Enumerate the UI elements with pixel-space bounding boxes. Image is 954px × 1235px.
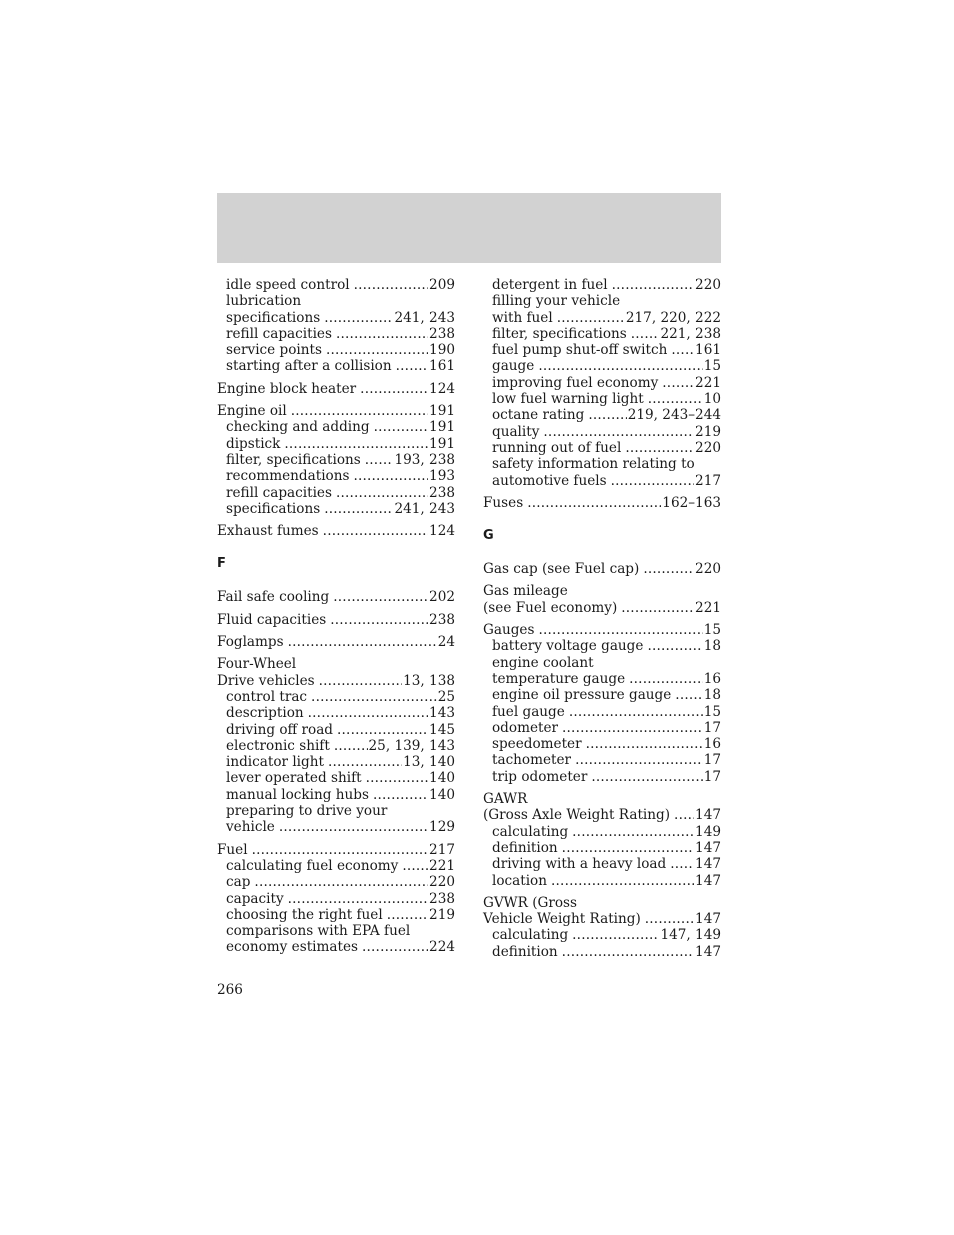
entry-pages: 140 — [429, 770, 455, 787]
index-entry — [217, 842, 455, 858]
index-subentry — [483, 391, 721, 407]
entry-label: quality — [492, 423, 540, 440]
dot-leader — [366, 770, 428, 786]
index-subentry — [483, 720, 721, 736]
entry-pages: 16 — [703, 736, 721, 753]
dot-leader — [662, 375, 694, 391]
entry-pages: 191 — [429, 419, 455, 436]
entry-pages: 15 — [703, 622, 721, 639]
dot-leader — [562, 720, 703, 736]
index-entry — [483, 600, 721, 616]
dot-leader — [284, 436, 428, 452]
entry-pages: 10 — [703, 391, 721, 408]
dot-leader — [252, 842, 428, 858]
entry-label: idle speed control — [226, 277, 350, 293]
entry-label: starting after a collision — [226, 358, 392, 375]
entry-label: running out of fuel — [492, 439, 622, 456]
index-subentry — [217, 485, 455, 501]
entry-pages: 241, 243 — [394, 500, 455, 517]
entry-label: definition — [492, 839, 558, 856]
index-subentry — [483, 310, 721, 326]
dot-leader — [336, 326, 428, 342]
index-subentry — [483, 440, 721, 456]
entry-label: calculating fuel economy — [226, 857, 399, 874]
dot-leader — [354, 277, 428, 293]
index-subentry — [483, 358, 721, 374]
dot-leader — [569, 704, 703, 720]
dot-leader — [323, 523, 428, 539]
entry-label: Four-Wheel — [217, 656, 297, 673]
dot-leader — [311, 689, 437, 705]
section-letter-heading: G — [483, 528, 494, 544]
index-subentry — [217, 358, 455, 374]
dot-leader — [353, 468, 428, 484]
entry-pages: 147 — [695, 872, 721, 889]
entry-pages: 191 — [429, 435, 455, 452]
entry-label: safety information relating to — [492, 456, 695, 473]
dot-leader — [365, 452, 394, 468]
index-subentry — [217, 738, 455, 754]
index-entry — [483, 495, 721, 511]
dot-leader — [671, 342, 694, 358]
entry-label: location — [492, 872, 547, 889]
index-subentry — [483, 424, 721, 440]
entry-pages: 147 — [695, 943, 721, 960]
index-subentry — [217, 754, 455, 770]
index-subentry — [217, 874, 455, 890]
index-entry — [483, 622, 721, 638]
index-subentry — [217, 452, 455, 468]
dot-leader — [612, 277, 694, 293]
index-subentry — [483, 687, 721, 703]
dot-leader — [362, 939, 428, 955]
section-letter-heading: F — [217, 556, 226, 572]
index-subentry — [217, 501, 455, 517]
entry-pages: 220 — [695, 277, 721, 293]
index-entry — [483, 561, 721, 577]
entry-pages: 129 — [429, 819, 455, 836]
entry-label: electronic shift — [226, 737, 330, 754]
entry-label: description — [226, 705, 304, 722]
entry-pages: 147 — [695, 911, 721, 928]
entry-pages: 17 — [703, 752, 721, 769]
entry-label: fuel gauge — [492, 703, 565, 720]
dot-leader — [334, 738, 368, 754]
index-entry — [483, 583, 721, 599]
dot-leader — [330, 612, 428, 628]
entry-pages: 193 — [429, 468, 455, 485]
dot-leader — [333, 589, 428, 605]
entry-label: trip odometer — [492, 768, 588, 785]
dot-leader — [402, 858, 428, 874]
dot-leader — [591, 769, 702, 785]
entry-pages: 224 — [429, 939, 455, 956]
index-entry — [217, 612, 455, 628]
entry-pages: 24 — [437, 634, 455, 651]
page-number: 266 — [217, 982, 243, 998]
header-band — [217, 193, 721, 263]
dot-leader — [373, 787, 428, 803]
dot-leader — [562, 840, 694, 856]
entry-pages: 221 — [695, 374, 721, 391]
dot-leader — [324, 310, 393, 326]
entry-label: calculating — [492, 823, 569, 840]
entry-pages: 238 — [429, 325, 455, 342]
entry-label: filter, specifications — [226, 451, 361, 468]
entry-label: lever operated shift — [226, 770, 362, 787]
entry-label: gauge — [492, 358, 535, 375]
entry-label: filling your vehicle — [492, 293, 621, 310]
dot-leader — [562, 944, 694, 960]
index-entry — [217, 403, 455, 419]
index-subentry — [483, 655, 721, 671]
entry-label: refill capacities — [226, 484, 332, 501]
index-subentry — [217, 858, 455, 874]
entry-pages: 221 — [429, 857, 455, 874]
dot-leader — [328, 754, 402, 770]
entry-label: low fuel warning light — [492, 391, 644, 408]
entry-pages: 25, 139, 143 — [368, 737, 455, 754]
entry-label: battery voltage gauge — [492, 638, 644, 655]
entry-label: Gauges — [483, 622, 535, 639]
entry-pages: 162–163 — [662, 494, 721, 511]
index-subentry — [483, 375, 721, 391]
dot-leader — [675, 687, 702, 703]
index-subentry — [483, 840, 721, 856]
index-subentry — [483, 736, 721, 752]
index-subentry — [217, 770, 455, 786]
index-entry — [217, 523, 455, 539]
dot-leader — [647, 638, 702, 654]
dot-leader — [586, 736, 703, 752]
dot-leader — [360, 381, 428, 397]
index-subentry — [217, 803, 455, 819]
dot-leader — [648, 391, 703, 407]
dot-leader — [575, 752, 703, 768]
index-subentry — [483, 704, 721, 720]
index-subentry — [483, 824, 721, 840]
entry-pages: 191 — [429, 403, 455, 420]
index-subentry — [217, 891, 455, 907]
dot-leader — [319, 673, 403, 689]
index-subentry — [217, 907, 455, 923]
index-subentry — [483, 873, 721, 889]
entry-label: Engine block heater — [217, 380, 357, 397]
entry-pages: 238 — [429, 890, 455, 907]
index-subentry — [217, 277, 455, 293]
entry-label: refill capacities — [226, 325, 332, 342]
dot-leader — [621, 600, 694, 616]
dot-leader — [288, 891, 428, 907]
entry-pages: 220 — [695, 561, 721, 578]
dot-leader — [288, 634, 437, 650]
dot-leader — [572, 927, 659, 943]
dot-leader — [324, 501, 393, 517]
index-subentry — [217, 293, 455, 309]
entry-pages: 145 — [429, 721, 455, 738]
entry-label: (see Fuel economy) — [483, 599, 618, 616]
entry-pages: 147, 149 — [660, 927, 721, 944]
entry-label: GAWR — [483, 791, 528, 808]
index-subentry — [217, 326, 455, 342]
entry-label: fuel pump shut-off switch — [492, 342, 668, 359]
entry-pages: 238 — [429, 484, 455, 501]
entry-label: capacity — [226, 890, 284, 907]
entry-label: Gas mileage — [483, 583, 568, 600]
index-subentry — [483, 638, 721, 654]
dot-leader — [279, 819, 428, 835]
index-entry — [483, 807, 721, 823]
entry-pages: 161 — [695, 342, 721, 359]
index-subentry — [483, 342, 721, 358]
dot-leader — [538, 622, 702, 638]
dot-leader — [670, 856, 694, 872]
entry-label: GVWR (Gross — [483, 894, 578, 911]
entry-pages: 147 — [695, 839, 721, 856]
entry-pages: 13, 138 — [403, 672, 455, 689]
entry-label: specifications — [226, 309, 321, 326]
index-subentry — [483, 752, 721, 768]
entry-label: preparing to drive your — [226, 803, 388, 820]
index-entry — [483, 911, 721, 927]
index-subentry — [217, 419, 455, 435]
entry-label: economy estimates — [226, 939, 358, 956]
entry-label: engine coolant — [492, 654, 594, 671]
entry-pages: 217 — [695, 472, 721, 489]
entry-label: Drive vehicles — [217, 672, 315, 689]
entry-label: manual locking hubs — [226, 786, 369, 803]
entry-pages: 143 — [429, 705, 455, 722]
index-entry — [217, 673, 455, 689]
entry-label: dipstick — [226, 435, 281, 452]
entry-pages: 161 — [429, 358, 455, 375]
entry-pages: 220 — [695, 439, 721, 456]
dot-leader — [551, 873, 694, 889]
entry-label: control trac — [226, 688, 308, 705]
dot-leader — [631, 326, 660, 342]
entry-label: automotive fuels — [492, 472, 607, 489]
entry-pages: 147 — [695, 856, 721, 873]
entry-pages: 221 — [695, 599, 721, 616]
dot-leader — [538, 358, 702, 374]
entry-label: Gas cap (see Fuel cap) — [483, 561, 640, 578]
entry-pages: 17 — [703, 768, 721, 785]
entry-pages: 190 — [429, 342, 455, 359]
dot-leader — [326, 342, 428, 358]
index-entry — [217, 656, 455, 672]
dot-leader — [645, 911, 694, 927]
entry-label: service points — [226, 342, 322, 359]
index-subentry — [483, 407, 721, 423]
entry-label: tachometer — [492, 752, 572, 769]
dot-leader — [308, 705, 428, 721]
entry-label: driving off road — [226, 721, 334, 738]
entry-label: temperature gauge — [492, 670, 626, 687]
index-subentry — [483, 927, 721, 943]
entry-pages: 13, 140 — [403, 754, 455, 771]
dot-leader — [674, 807, 694, 823]
entry-label: specifications — [226, 500, 321, 517]
entry-pages: 209 — [429, 277, 455, 293]
entry-label: odometer — [492, 719, 559, 736]
entry-label: cap — [226, 874, 251, 891]
entry-pages: 217, 220, 222 — [625, 309, 721, 326]
entry-pages: 238 — [429, 611, 455, 628]
entry-label: Fluid capacities — [217, 611, 327, 628]
entry-pages: 217 — [429, 841, 455, 858]
entry-pages: 221, 238 — [660, 325, 721, 342]
entry-label: driving with a heavy load — [492, 856, 667, 873]
dot-leader — [374, 419, 428, 435]
dot-leader — [543, 424, 694, 440]
entry-label: recommendations — [226, 468, 350, 485]
dot-leader — [572, 824, 694, 840]
entry-label: Foglamps — [217, 634, 284, 651]
index-subentry — [483, 671, 721, 687]
entry-label: octane rating — [492, 407, 585, 424]
index-subentry — [217, 310, 455, 326]
index-subentry — [217, 939, 455, 955]
entry-label: filter, specifications — [492, 325, 627, 342]
dot-leader — [291, 403, 428, 419]
entry-pages: 15 — [703, 358, 721, 375]
entry-pages: 241, 243 — [394, 309, 455, 326]
index-entry — [217, 634, 455, 650]
entry-label: Vehicle Weight Rating) — [483, 911, 641, 928]
entry-pages: 220 — [429, 874, 455, 891]
dot-leader — [643, 561, 694, 577]
entry-label: Fail safe cooling — [217, 589, 330, 606]
entry-label: vehicle — [226, 819, 275, 836]
entry-pages: 219 — [429, 906, 455, 923]
entry-pages: 18 — [703, 638, 721, 655]
entry-label: Engine oil — [217, 403, 287, 420]
index-subentry — [217, 342, 455, 358]
dot-leader — [629, 671, 703, 687]
entry-label: (Gross Axle Weight Rating) — [483, 807, 671, 824]
entry-label: checking and adding — [226, 419, 370, 436]
index-subentry — [483, 326, 721, 342]
index-entry — [483, 895, 721, 911]
index-subentry — [483, 473, 721, 489]
entry-pages: 193, 238 — [394, 451, 455, 468]
entry-label: engine oil pressure gauge — [492, 687, 672, 704]
entry-pages: 124 — [429, 523, 455, 540]
entry-label: speedometer — [492, 736, 582, 753]
entry-pages: 219, 243–244 — [627, 407, 721, 424]
entry-label: with fuel — [492, 309, 553, 326]
dot-leader — [588, 407, 626, 423]
index-subentry — [217, 436, 455, 452]
entry-pages: 202 — [429, 589, 455, 606]
dot-leader — [254, 874, 428, 890]
dot-leader — [625, 440, 694, 456]
dot-leader — [527, 495, 661, 511]
index-subentry — [217, 468, 455, 484]
entry-label: definition — [492, 943, 558, 960]
index-column-left — [217, 277, 455, 956]
entry-label: indicator light — [226, 754, 324, 771]
dot-leader — [557, 310, 625, 326]
index-subentry — [483, 856, 721, 872]
index-entry — [217, 381, 455, 397]
entry-label: choosing the right fuel — [226, 906, 383, 923]
entry-pages: 15 — [703, 703, 721, 720]
index-subentry — [483, 456, 721, 472]
dot-leader — [611, 473, 694, 489]
index-entry — [217, 589, 455, 605]
entry-label: detergent in fuel — [492, 277, 608, 293]
entry-pages: 147 — [695, 807, 721, 824]
entry-label: Fuses — [483, 494, 524, 511]
dot-leader — [337, 722, 428, 738]
entry-label: Exhaust fumes — [217, 523, 319, 540]
entry-pages: 140 — [429, 786, 455, 803]
entry-label: comparisons with EPA fuel — [226, 923, 411, 940]
entry-pages: 25 — [437, 688, 455, 705]
index-entry — [483, 791, 721, 807]
index-subentry — [483, 944, 721, 960]
index-column-right — [483, 277, 721, 960]
index-subentry — [483, 277, 721, 293]
entry-pages: 124 — [429, 380, 455, 397]
entry-pages: 18 — [703, 687, 721, 704]
index-subentry — [217, 819, 455, 835]
entry-pages: 149 — [695, 823, 721, 840]
entry-pages: 219 — [695, 423, 721, 440]
index-subentry — [217, 689, 455, 705]
dot-leader — [336, 485, 428, 501]
index-subentry — [483, 293, 721, 309]
dot-leader — [387, 907, 428, 923]
entry-label: Fuel — [217, 841, 248, 858]
index-subentry — [483, 769, 721, 785]
index-subentry — [217, 923, 455, 939]
entry-pages: 16 — [703, 670, 721, 687]
index-subentry — [217, 705, 455, 721]
dot-leader — [396, 358, 428, 374]
index-subentry — [217, 722, 455, 738]
entry-label: improving fuel economy — [492, 374, 659, 391]
entry-label: calculating — [492, 927, 569, 944]
index-subentry — [217, 787, 455, 803]
entry-pages: 17 — [703, 719, 721, 736]
entry-label: lubrication — [226, 293, 302, 310]
